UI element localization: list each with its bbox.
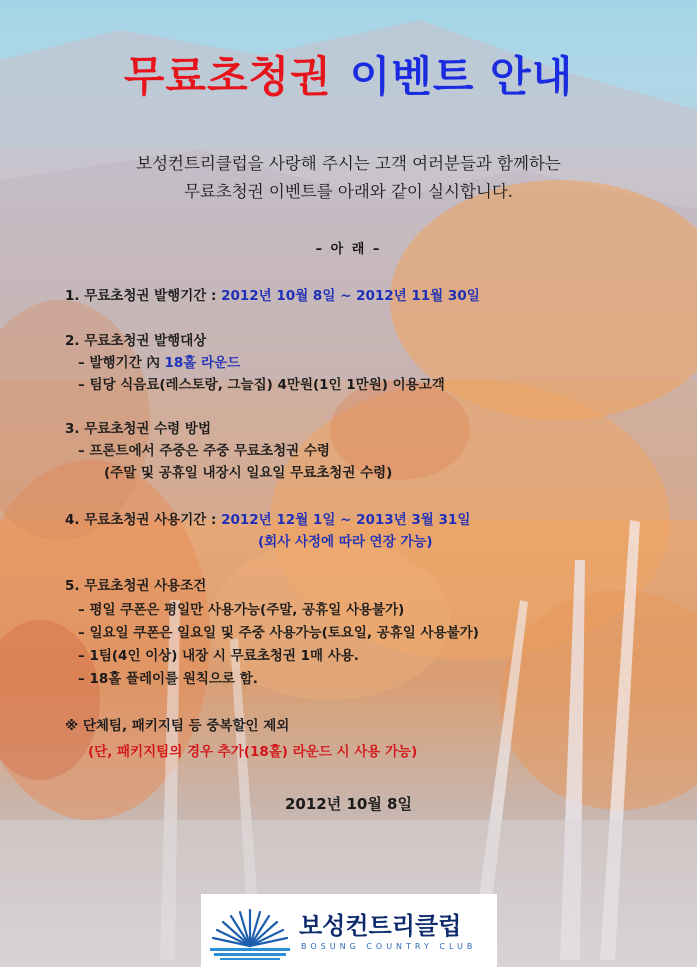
- section-2-item2: – 팀당 식음료(레스토랑, 그늘집) 4만원(1인 1만원) 이용고객: [78, 377, 445, 393]
- notice-date: 2012년 10월 8일: [285, 795, 412, 813]
- section-2-heading: 2. 무료초청권 발행대상: [65, 333, 207, 349]
- intro-line1: 보성컨트리클럽을 사랑해 주시는 고객 여러분들과 함께하는: [136, 154, 561, 173]
- discount-note-exception: (단, 패키지팀의 경우 추가(18홀) 라운드 시 사용 가능): [88, 744, 418, 760]
- are-label: – 아 래 –: [315, 242, 382, 257]
- section-1-label: 1. 무료초청권 발행기간 :: [65, 288, 222, 304]
- discount-note: ※ 단체팀, 패키지팀 등 중복할인 제외: [65, 718, 290, 734]
- section-5-item: – 일요일 쿠폰은 일요일 및 주중 사용가능(토요일, 공휴일 사용불가): [78, 625, 479, 641]
- section-5-item: – 평일 쿠폰은 평일만 사용가능(주말, 공휴일 사용불가): [78, 602, 405, 618]
- section-5-item: – 18홀 플레이를 원칙으로 함.: [78, 671, 258, 687]
- title-part2: 이벤트 안내: [349, 52, 574, 101]
- section-2-item1-prefix: – 발행기간 內: [78, 355, 165, 371]
- section-4-label: 4. 무료초청권 사용기간 :: [65, 512, 222, 528]
- page-title: [0, 44, 697, 104]
- section-5-heading: 5. 무료초청권 사용조건: [65, 578, 207, 594]
- section-2-item1: [78, 351, 240, 371]
- section-3-heading: 3. 무료초청권 수령 방법: [65, 421, 211, 437]
- sunrise-logo-icon: [207, 904, 293, 960]
- section-4-value: 2012년 12월 1일 ~ 2013년 3월 31일: [221, 512, 471, 528]
- section-1-value: 2012년 10월 8일 ~ 2012년 11월 30일: [221, 288, 480, 304]
- section-2-item1-value: 18홀 라운드: [164, 355, 241, 371]
- intro-text: [0, 150, 697, 206]
- section-1: [65, 284, 480, 304]
- title-part1: 무료초청권: [123, 52, 332, 101]
- logo-subtitle: BOSUNG COUNTRY CLUB: [301, 942, 477, 951]
- section-4: [65, 508, 470, 528]
- intro-line2: 무료초청권 이벤트를 아래와 같이 실시합니다.: [183, 182, 514, 201]
- section-3-item1: – 프론트에서 주중은 주중 무료초청권 수령: [78, 443, 330, 459]
- club-logo: [201, 894, 497, 967]
- logo-name: 보성컨트리클럽: [299, 912, 462, 940]
- section-5-item: – 1팀(4인 이상) 내장 시 무료초청권 1매 사용.: [78, 648, 359, 664]
- section-4-note: (회사 사정에 따라 연장 가능): [258, 534, 433, 550]
- section-3-item2: (주말 및 공휴일 내장시 일요일 무료초청권 수령): [104, 465, 393, 481]
